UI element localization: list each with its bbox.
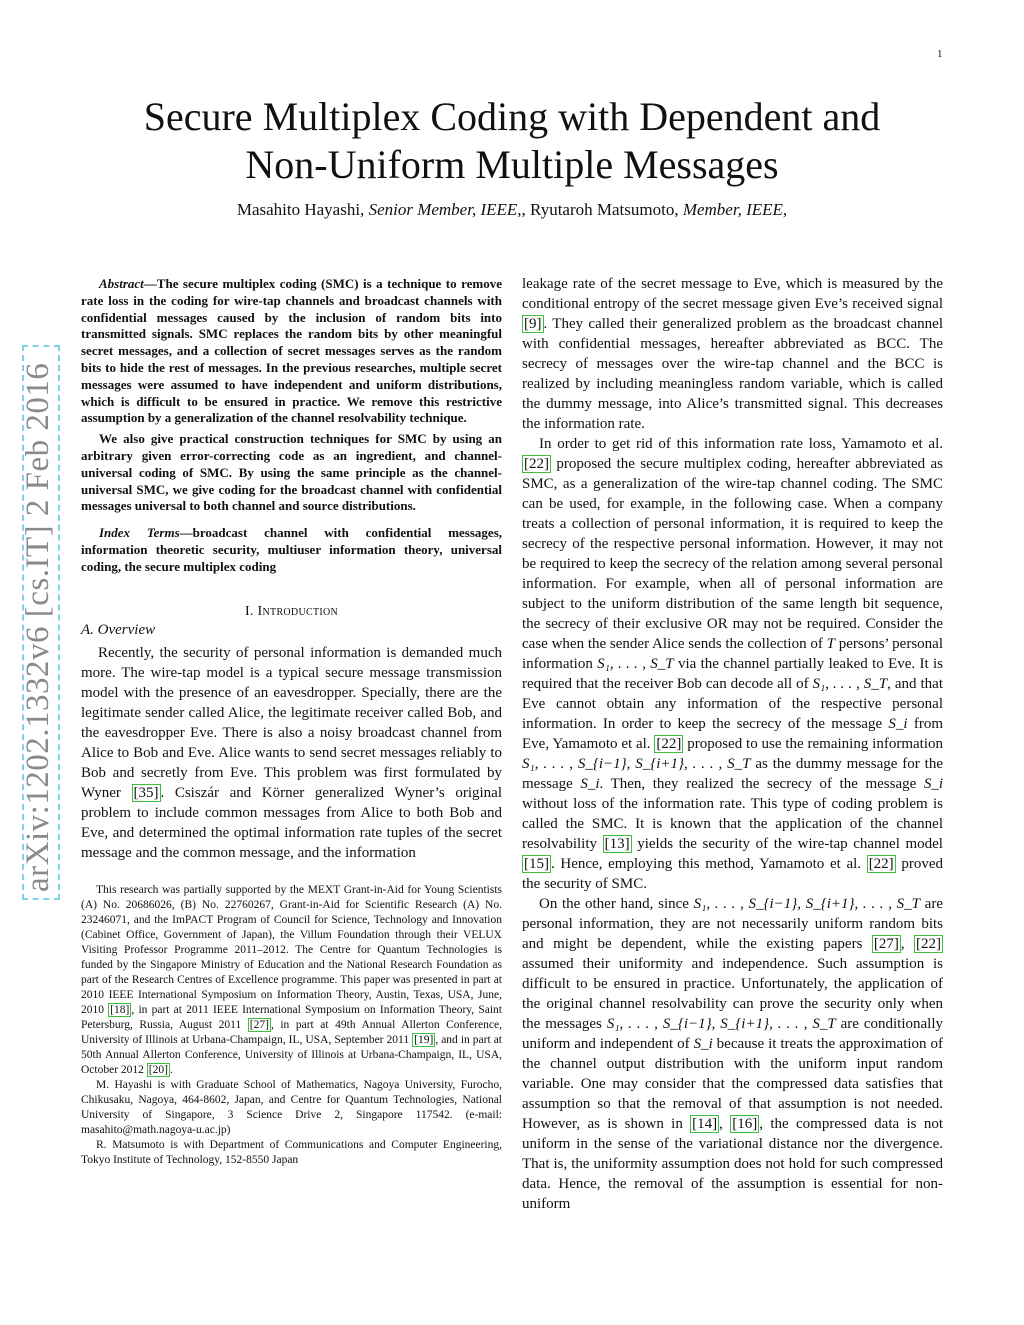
author-1-role: Senior Member, IEEE, <box>368 200 522 219</box>
body-text: via the channel partially leaked to Eve. It is required that the receiver Bob can decode all of <box>522 656 943 692</box>
author-2-role: Member, IEEE, <box>682 200 788 219</box>
authors <box>60 200 964 220</box>
intro-text-b: . Csiszár and Körner generalized Wyner’s original problem to include common messages from Alice to both Bob and Eve, and determined the optimal information rate tuples of the secret message and the common message, and the information <box>81 784 502 861</box>
body-text: yields the security of the wire-tap channel model <box>631 836 943 852</box>
math-symbol: T <box>826 636 835 652</box>
citation-link[interactable]: [35] <box>133 784 159 801</box>
body-text: . Then, they realized the secrecy of the message <box>599 776 924 792</box>
body-text: , <box>900 936 914 952</box>
citation-link[interactable]: [13] <box>604 836 630 852</box>
body-text: , and that Eve cannot obtain any information of the respective personal information. In order to keep the secrecy of the message <box>522 676 943 732</box>
intro-paragraph <box>81 643 502 863</box>
math-symbol: S₁, . . . , S_{i−1}, S_{i+1}, . . . , S_T <box>693 896 920 912</box>
citation-link[interactable]: [22] <box>656 736 682 752</box>
abstract-text-1: —The secure multiplex coding (SMC) is a technique to remove rate loss in the coding for wire-tap channels and broadcast channels with confidential messages caused by the inclusion of random bits into transmitted signals. SMC replaces the random bits by other meaningful secret messages, and a collection of secret messages serves as the random bits to hide the rest of messages. In the previous researches, multiple secret messages were assumed to have independent and uniform distributions, which is difficult to be ensured in practice. We remove this restrictive assumption by a generalization of the channel resolvability technique. <box>81 276 502 426</box>
body-text: as the dummy message for the message <box>522 756 943 792</box>
citation-link[interactable]: [20] <box>148 1063 168 1076</box>
citation-link[interactable]: [9] <box>524 316 542 332</box>
footnote-text: , in part at 2011 IEEE International Symposium on Information Theory, Saint Petersburg, Russia, August 2011 <box>81 1003 502 1031</box>
body-text: are personal information, they are not necessarily uniform random bits and might be dependent, while the existing papers <box>522 896 943 952</box>
author-separator: , Ryutaroh Matsumoto, <box>521 200 679 219</box>
footnote-text: , in part at 49th Annual Allerton Conference, University of Illinois at Urbana-Champaign, IL, USA, September 2011 <box>81 1018 502 1046</box>
footnote-funding <box>81 883 502 1078</box>
body-text: proposed the secure multiplex coding, hereafter abbreviated as SMC, as a generalization of the wire-tap channel coding. The SMC can be used, for example, in the following case. When a company treats a collection of personal information, it is required to keep the secrecy of the respective personal information. However, it may not be required to keep the secrecy of the relation among several personal information. For example, when all of personal information are subject to the uniform distribution of the same length bit sequence, the secrecy of their exclusive OR may not be required. Consider the case when the sender Alice sends the collection of <box>522 456 943 652</box>
body-text: leakage rate of the secret message to Eve, which is measured by the conditional entropy of the secret message given Eve’s received signal <box>522 276 943 312</box>
citation-link[interactable]: [22] <box>524 456 549 472</box>
math-symbol: S₁, . . . , S_T <box>597 656 674 672</box>
author-1: Masahito Hayashi, <box>236 200 365 219</box>
body-text: because it treats the approximation of the channel output distribution with the uniform input random variable. One may consider that the compressed data satisfies that assumption so that the removal of that assumption is not needed. However, as is shown in <box>522 1036 943 1132</box>
body-text: On the other hand, since <box>539 896 694 912</box>
subsection-heading: A. Overview <box>81 621 156 638</box>
abstract-paragraph-2: We also give practical construction techniques for SMC by using an arbitrary given error-correcting code as an ingredient, and channel-universal coding of SMC. By using the same principle as the channel-universal SMC, we give coding for the broadcast channel with confidential messages universal to both channel and source distributions. <box>81 431 502 514</box>
footnote-block <box>81 883 502 1168</box>
abstract-paragraph-1 <box>81 276 502 427</box>
title-line-2: Non-Uniform Multiple Messages <box>245 142 779 187</box>
math-symbol: S_i <box>580 776 600 792</box>
footnote-matsumoto: R. Matsumoto is with Department of Communications and Computer Engineering, Tokyo Institute of Technology, 152-8550 Japan <box>81 1138 502 1166</box>
body-text: are conditionally uniform and independent of <box>522 1016 944 1052</box>
citation-link[interactable]: [22] <box>868 856 894 872</box>
body-text: proved the security of SMC. <box>522 856 944 892</box>
index-terms-lead: Index Terms <box>99 525 180 541</box>
body-text: . Hence, employing this method, Yamamoto et al. <box>551 856 867 872</box>
citation-link[interactable]: [18] <box>110 1003 130 1016</box>
intro-text-a: Recently, the security of personal information is demanded much more. The wire-tap model is a typical secure message transmission model with the presence of an eavesdropper. Specially, there are the legitimate sender called Alice, the legitimate receiver called Bob, and the eavesdropper Eve. There is also a noisy broadcast channel from Alice to Bob and Eve. Alice wants to send secret messages reliably to Bob and secretly from Eve. This problem was first formulated by Wyner <box>81 644 502 801</box>
citation-link[interactable]: [27] <box>249 1018 269 1031</box>
body-text: . They called their generalized problem as the broadcast channel with confidential messages, hereafter abbreviated as BCC. The secrecy of messages over the wire-tap channel and the BCC is realized by including meaningless random variable, which is called the dummy message, into Alice’s transmitted signal. This decreases the information rate. <box>522 316 943 432</box>
right-paragraph-2 <box>522 434 943 894</box>
math-symbol: S_i <box>693 1036 713 1052</box>
arxiv-stamp: arXiv:1202.1332v6 [cs.IT] 2 Feb 2016 <box>20 362 56 892</box>
right-paragraph-3 <box>522 894 943 1214</box>
footnote-hayashi: M. Hayashi is with Graduate School of Mathematics, Nagoya University, Furocho, Chikusaku, Nagoya, 464-8602, Japan, and Centre for Quantum Technologies, National University of Singapore, 3 Science Drive 2, Singapore 117542. (e-mail: masahito@math.nagoya-u.ac.jp) <box>81 1078 502 1136</box>
body-text: , the compressed data is not uniform in the sense of the variational distance nor the divergence. That is, the uniformity assumption does not hold for such compressed data. Hence, the removal of the assumption is essential for non-uniform <box>522 1116 944 1212</box>
body-text: In order to get rid of this information rate loss, Yamamoto et al. <box>539 436 943 452</box>
section-title: Introduction <box>257 603 339 619</box>
citation-link[interactable]: [14] <box>692 1116 718 1132</box>
body-text: persons’ personal information <box>522 636 943 672</box>
right-column <box>522 274 943 1214</box>
math-symbol: S_i <box>888 716 908 732</box>
math-symbol: S₁, . . . , S_{i−1}, S_{i+1}, . . . , S_T <box>522 756 751 772</box>
citation-link[interactable]: [16] <box>732 1116 758 1132</box>
footnote-text: . <box>169 1063 173 1076</box>
title-line-1: Secure Multiplex Coding with Dependent and <box>143 94 881 139</box>
paper-title <box>60 93 964 189</box>
body-text: from Eve, Yamamoto et al. <box>522 716 943 752</box>
body-text: , <box>719 1116 731 1132</box>
body-text: proposed to use the remaining information <box>683 736 943 752</box>
index-terms-text: —broadcast channel with confidential messages, information theoretic security, multiuser information theory, universal coding, the secure multiplex coding <box>81 525 503 574</box>
left-column <box>81 276 502 1168</box>
right-paragraph-1 <box>522 274 943 434</box>
section-heading <box>81 604 502 620</box>
abstract-lead: Abstract <box>99 276 144 291</box>
citation-link[interactable]: [27] <box>873 936 899 952</box>
math-symbol: S_i <box>923 776 943 792</box>
math-symbol: S₁, . . . , S_{i−1}, S_{i+1}, . . . , S_T <box>606 1016 836 1032</box>
body-text: without loss of the information rate. This type of coding problem is called the SMC. It is known that the application of the channel resolvability <box>522 796 943 852</box>
page-number: 1 <box>937 48 943 60</box>
footnote-text: , and in part at 50th Annual Allerton Conference, University of Illinois at Urbana-Champaign, IL, USA, October 2012 <box>81 1033 502 1076</box>
section-number: I. <box>244 603 254 619</box>
citation-link[interactable]: [22] <box>916 936 941 952</box>
math-symbol: S₁, . . . , S_T <box>812 676 888 692</box>
footnote-text: This research was partially supported by the MEXT Grant-in-Aid for Young Scientists (A) No. 20686026, (B) No. 22760267, Grant-in-Aid for Scientific Research (A) No. 23246071, and the ImPACT Program of Council for Science, Technology and Innovation (Cabinet Office, Government of Japan), the Villum Foundation through their VELUX Visiting Professor Programme 2011–2012. The Centre for Quantum Technologies is funded by the Singapore Ministry of Education and the National Research Foundation as part of the Research Centres of Excellence programme. This paper was presented in part at 2010 IEEE International Symposium on Information Theory, Austin, Texas, USA, June, 2010 <box>81 883 502 1016</box>
index-terms <box>81 525 502 575</box>
body-text: assumed their uniformity and independence. Such assumption is difficult to be ensured in practice. Unfortunately, the application of the original channel resolvability can prove the security only when the messages <box>522 956 943 1032</box>
citation-link[interactable]: [19] <box>414 1033 434 1046</box>
citation-link[interactable]: [15] <box>524 856 549 872</box>
